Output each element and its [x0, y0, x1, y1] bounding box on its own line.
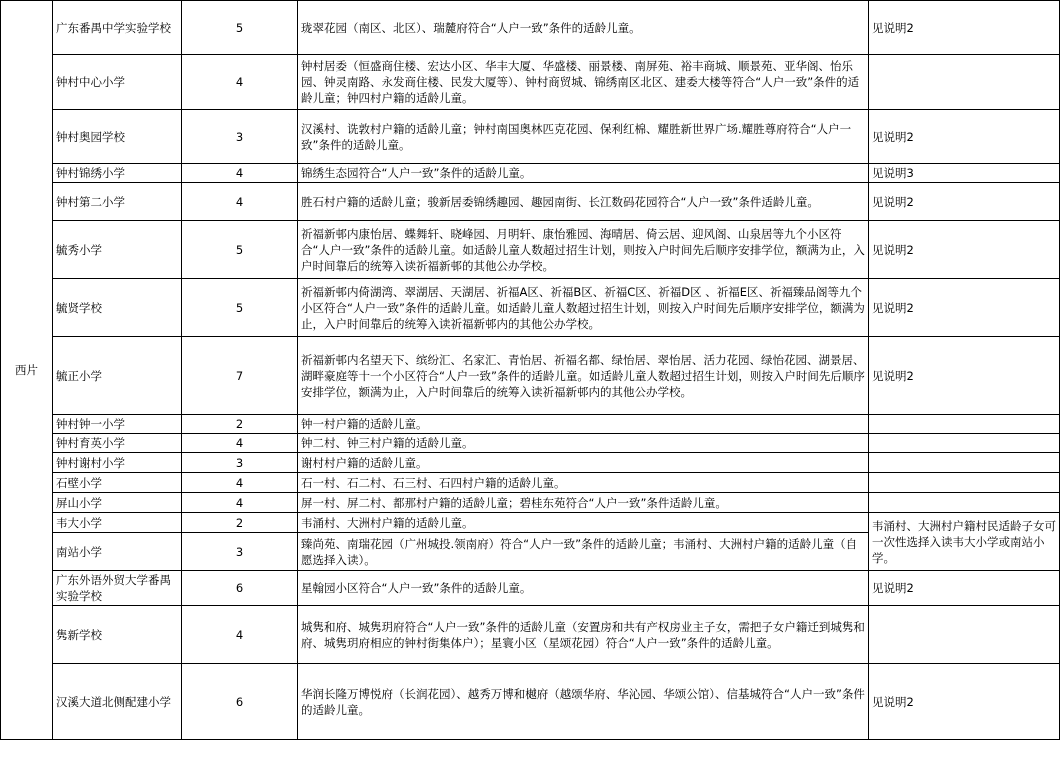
- class-count: 5: [182, 221, 298, 279]
- remark: [869, 434, 1060, 453]
- table-row: [1, 164, 1060, 183]
- remark: 韦涌村、大洲村户籍村民适龄子女可一次性选择入读韦大小学或南站小学。: [869, 513, 1060, 571]
- remark: [869, 415, 1060, 434]
- class-count: 4: [182, 164, 298, 183]
- class-count: 4: [182, 183, 298, 221]
- class-count: 5: [182, 279, 298, 337]
- table-row: [1, 473, 1060, 493]
- enrollment-scope: 谢村村户籍的适龄儿童。: [298, 453, 869, 473]
- school-name: 南站小学: [53, 533, 182, 571]
- class-count: 4: [182, 55, 298, 110]
- class-count: 3: [182, 110, 298, 164]
- class-count: 4: [182, 473, 298, 493]
- remark: 见说明2: [869, 183, 1060, 221]
- class-count: 3: [182, 453, 298, 473]
- enrollment-scope: 臻尚苑、南瑞花园（广州城投.领南府）符合“人户一致”条件的适龄儿童；韦涌村、大洲村户籍的适龄儿童（自愿选择入读）。: [298, 533, 869, 571]
- enrollment-scope: 钟村居委（恒盛商住楼、宏达小区、华丰大厦、华盛楼、丽景楼、南屏苑、裕丰商城、顺景苑、亚华阁、怡乐园、钟灵南路、永发商住楼、民发大厦等）、钟村商贸城、锦绣南区北区、建委大楼等符合“人户一致”条件的适龄儿童；钟四村户籍的适龄儿童。: [298, 55, 869, 110]
- enrollment-scope: 祈福新邨内名望天下、缤纷汇、名家汇、青怡居、祈福名都、绿怡居、翠怡居、活力花园、绿怡花园、湖景居、湖畔豪庭等十一个小区符合“人户一致”条件的适龄儿童。如适龄儿童人数超过招生计划，则按入户时间先后顺序安排学位，额满为止，入户时间靠后的统筹入读祈福新邨内的其他公办学校。: [298, 337, 869, 415]
- table-row: [1, 664, 1060, 740]
- class-count: 2: [182, 415, 298, 434]
- remark: [869, 55, 1060, 110]
- table-row: [1, 183, 1060, 221]
- enrollment-scope: 华润长隆万博悦府（长润花园）、越秀万博和樾府（越颂华府、华沁园、华颂公馆）、信基城符合“人户一致”条件的适龄儿童。: [298, 664, 869, 740]
- class-count: 4: [182, 606, 298, 664]
- school-name: 广东番禺中学实验学校: [53, 1, 182, 55]
- table-row: [1, 606, 1060, 664]
- class-count: 7: [182, 337, 298, 415]
- remark: [869, 493, 1060, 513]
- remark: [869, 473, 1060, 493]
- remark: [869, 606, 1060, 664]
- enrollment-scope: 汉溪村、诜敦村户籍的适龄儿童；钟村南国奥林匹克花园、保利红棉、耀胜新世界广场.耀胜尊府符合“人户一致”条件的适龄儿童。: [298, 110, 869, 164]
- table-row: [1, 493, 1060, 513]
- enrollment-scope: 屏一村、屏二村、都那村户籍的适龄儿童；碧桂东苑符合“人户一致”条件适龄儿童。: [298, 493, 869, 513]
- class-count: 5: [182, 1, 298, 55]
- class-count: 4: [182, 434, 298, 453]
- enrollment-scope: 锦绣生态园符合“人户一致”条件的适龄儿童。: [298, 164, 869, 183]
- school-name: 钟村奥园学校: [53, 110, 182, 164]
- school-name: 毓秀小学: [53, 221, 182, 279]
- school-name: 隽新学校: [53, 606, 182, 664]
- remark: 见说明3: [869, 164, 1060, 183]
- enrollment-scope: 城隽和府、城隽玥府符合“人户一致”条件的适龄儿童（安置房和共有产权房业主子女，需把子女户籍迁到城隽和府、城隽玥府相应的钟村街集体户）；星寰小区（星颂花园）符合“人户一致”条件的适龄儿童。: [298, 606, 869, 664]
- remark: [869, 453, 1060, 473]
- school-name: 毓贤学校: [53, 279, 182, 337]
- enrollment-scope: 石一村、石二村、石三村、石四村户籍的适龄儿童。: [298, 473, 869, 493]
- table-row: [1, 55, 1060, 110]
- class-count: 6: [182, 664, 298, 740]
- school-name: 钟村锦绣小学: [53, 164, 182, 183]
- table-row: [1, 279, 1060, 337]
- class-count: 6: [182, 571, 298, 606]
- school-name: 广东外语外贸大学番禺实验学校: [53, 571, 182, 606]
- enrollment-scope: 祈福新邨内康怡居、蝶舞轩、晓峰园、月明轩、康怡雅园、海晴居、倚云居、迎风阁、山泉居等九个小区符合“人户一致”条件的适龄儿童。如适龄儿童人数超过招生计划，则按入户时间先后顺序安排学位，额满为止，入户时间靠后的统筹入读祈福新邨的其他公办学校。: [298, 221, 869, 279]
- class-count: 3: [182, 533, 298, 571]
- school-name: 汉溪大道北侧配建小学: [53, 664, 182, 740]
- enrollment-scope: 珑翠花园（南区、北区）、瑞麓府符合“人户一致”条件的适龄儿童。: [298, 1, 869, 55]
- table-row: [1, 571, 1060, 606]
- area-cell: 西片: [1, 1, 53, 740]
- remark: 见说明2: [869, 664, 1060, 740]
- table-row: [1, 1, 1060, 55]
- enrollment-scope: 星翰园小区符合“人户一致”条件的适龄儿童。: [298, 571, 869, 606]
- class-count: 2: [182, 513, 298, 533]
- school-name: 毓正小学: [53, 337, 182, 415]
- enrollment-scope: 胜石村户籍的适龄儿童；骏新居委锦绣趣园、趣园南街、长江数码花园符合“人户一致”条件适龄儿童。: [298, 183, 869, 221]
- table-row: [1, 415, 1060, 434]
- remark: 见说明2: [869, 279, 1060, 337]
- table-row: [1, 337, 1060, 415]
- school-name: 屏山小学: [53, 493, 182, 513]
- school-name: 韦大小学: [53, 513, 182, 533]
- school-name: 石壁小学: [53, 473, 182, 493]
- remark: 见说明2: [869, 1, 1060, 55]
- enrollment-scope: 钟一村户籍的适龄儿童。: [298, 415, 869, 434]
- school-name: 钟村谢村小学: [53, 453, 182, 473]
- school-name: 钟村中心小学: [53, 55, 182, 110]
- table-row: [1, 453, 1060, 473]
- remark: 见说明2: [869, 571, 1060, 606]
- table-row: [1, 221, 1060, 279]
- school-name: 钟村钟一小学: [53, 415, 182, 434]
- class-count: 4: [182, 493, 298, 513]
- table-row: [1, 110, 1060, 164]
- school-name: 钟村第二小学: [53, 183, 182, 221]
- remark: 见说明2: [869, 337, 1060, 415]
- remark: 见说明2: [869, 221, 1060, 279]
- table-row: [1, 513, 1060, 533]
- enrollment-scope: 钟二村、钟三村户籍的适龄儿童。: [298, 434, 869, 453]
- remark: 见说明2: [869, 110, 1060, 164]
- enrollment-scope: 祈福新邨内倚湖湾、翠湖居、天湖居、祈福A区、祈福B区、祈福C区、祈福D区 、祈福E区、祈福臻品阁等九个小区符合“人户一致”条件的适龄儿童。如适龄儿童人数超过招生计划，则按入户时间先后顺序安排学位，额满为止，入户时间靠后的统筹入读祈福新邨内的其他公办学校。: [298, 279, 869, 337]
- enrollment-scope: 韦涌村、大洲村户籍的适龄儿童。: [298, 513, 869, 533]
- table-row: [1, 434, 1060, 453]
- school-name: 钟村育英小学: [53, 434, 182, 453]
